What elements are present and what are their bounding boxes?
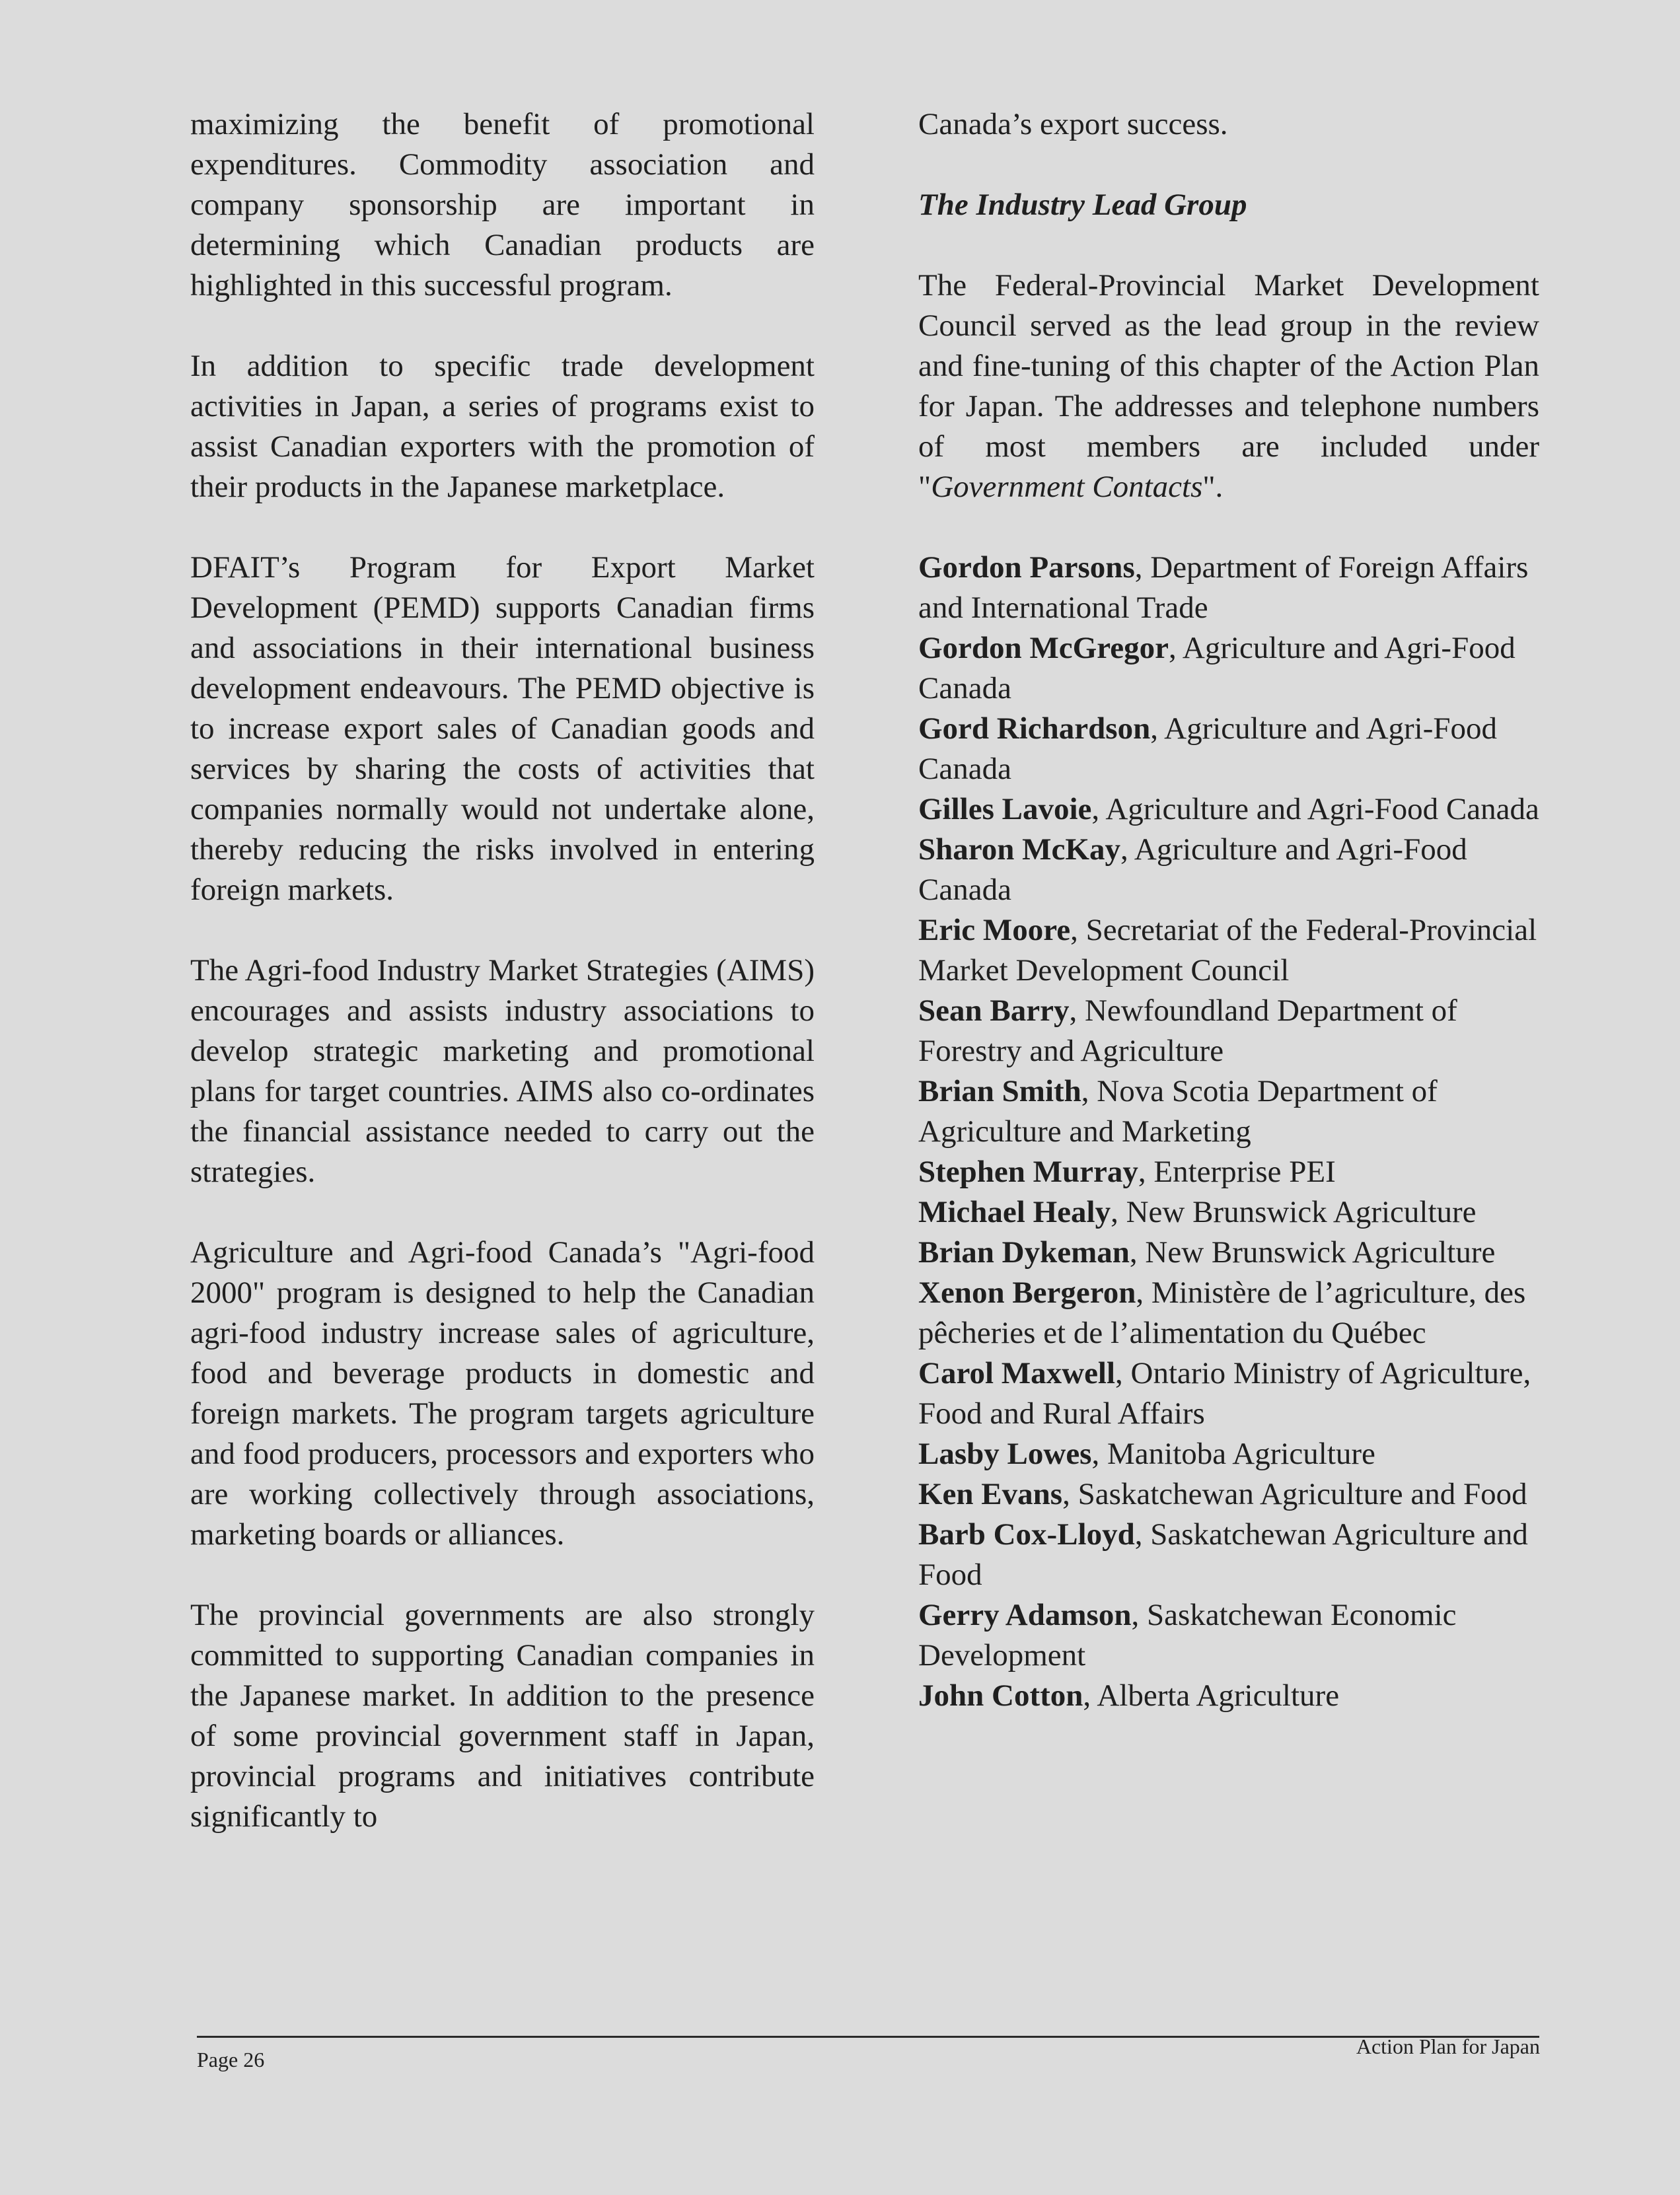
contact-org: , Manitoba Agriculture	[1091, 1437, 1375, 1471]
paragraph: Agriculture and Agri-food Canada’s "Agri-food 2000" program is designed to help the Canadian agri-food industry increase sales of agriculture, food and beverage products in domestic and foreign markets. The program targets agriculture and food producers, processors and exporters who are working collectively through associations, marketing boards or alliances.	[190, 1235, 815, 1552]
contact-item	[918, 1595, 1539, 1676]
right-column	[918, 104, 1539, 1716]
paragraph: The Agri-food Industry Market Strategies (AIMS) encourages and assists industry associations to develop strategic marketing and promotional plans for target countries. AIMS also co-ordinates the financial assistance needed to carry out the strategies.	[190, 953, 815, 1189]
contact-name: Stephen Murray	[918, 1155, 1138, 1189]
contact-name: Gerry Adamson	[918, 1598, 1132, 1632]
contact-item	[918, 1192, 1539, 1233]
intro-italic: Government Contacts	[931, 470, 1203, 504]
contact-org: , Secretariat of the Federal-Provincial Market Development Council	[918, 913, 1537, 988]
contact-name: Xenon Bergeron	[918, 1276, 1136, 1310]
contact-item	[918, 1152, 1539, 1192]
footer-divider	[197, 2036, 1539, 2038]
contact-item	[918, 830, 1539, 910]
contact-item	[918, 789, 1539, 830]
contact-name: John Cotton	[918, 1678, 1083, 1713]
contact-org: , Saskatchewan Economic Development	[918, 1598, 1457, 1673]
contact-name: Eric Moore	[918, 913, 1071, 947]
contact-list	[918, 548, 1539, 1716]
contact-name: Carol Maxwell	[918, 1356, 1116, 1390]
contact-item	[918, 709, 1539, 789]
contact-org: , Agriculture and Agri-Food Canada	[918, 711, 1498, 786]
contact-name: Michael Healy	[918, 1195, 1111, 1229]
paragraph: The provincial governments are also strongly committed to supporting Canadian companies in the Japanese market. In addition to the presence of some provincial government staff in Japan, provincial programs and initiatives contribute significantly to	[190, 1598, 815, 1834]
intro-text-end: ".	[1202, 470, 1223, 504]
contact-org: , Ontario Ministry of Agriculture, Food and Rural Affairs	[918, 1356, 1531, 1431]
contact-name: Sean Barry	[918, 993, 1070, 1028]
contact-org: , New Brunswick Agriculture	[1129, 1235, 1496, 1270]
section-heading: The Industry Lead Group	[918, 188, 1247, 222]
contact-item	[918, 991, 1539, 1071]
contact-name: Gilles Lavoie	[918, 792, 1092, 826]
contact-org: , Agriculture and Agri-Food Canada	[918, 631, 1516, 705]
contact-item	[918, 1434, 1539, 1474]
contact-item	[918, 548, 1539, 628]
contact-org: , Nova Scotia Department of Agriculture and Marketing	[918, 1074, 1438, 1149]
contact-item	[918, 1676, 1539, 1716]
contact-org: , Newfoundland Department of Forestry and Agriculture	[918, 993, 1457, 1068]
left-column	[190, 104, 815, 1877]
contact-item	[918, 1474, 1539, 1515]
contact-item	[918, 1273, 1539, 1353]
contact-org: , Agriculture and Agri-Food Canada	[918, 832, 1467, 907]
contact-org: , Alberta Agriculture	[1083, 1678, 1340, 1713]
contact-name: Lasby Lowes	[918, 1437, 1092, 1471]
page-number: Page 26	[197, 2048, 265, 2071]
document-title: Action Plan for Japan	[1356, 2034, 1540, 2058]
paragraph: In addition to specific trade development activities in Japan, a series of programs exist to assist Canadian exporters with the promotion of their products in the Japanese marketplace.	[190, 349, 815, 504]
contact-org: , Saskatchewan Agriculture and Food	[918, 1517, 1528, 1592]
intro-text: The Federal-Provincial Market Development Council served as the lead group in the review and fine-tuning of this chapter of the Action Plan for Japan. The addresses and telephone numbers of most members are included under "	[918, 268, 1539, 504]
contact-name: Sharon McKay	[918, 832, 1120, 867]
contact-item	[918, 1233, 1539, 1273]
contact-name: Ken Evans	[918, 1477, 1063, 1511]
lead-group-intro	[918, 266, 1539, 507]
contact-name: Barb Cox-Lloyd	[918, 1517, 1135, 1552]
paragraph: DFAIT’s Program for Export Market Development (PEMD) supports Canadian firms and associations in their international business development endeavours. The PEMD objective is to increase export sales of Canadian goods and services by sharing the costs of activities that companies normally would not undertake alone, thereby reducing the risks involved in entering foreign markets.	[190, 550, 815, 907]
continuation-text: Canada’s export success.	[918, 107, 1228, 141]
contact-org: , Agriculture and Agri-Food Canada	[1091, 792, 1539, 826]
contact-org: , Saskatchewan Agriculture and Food	[1062, 1477, 1527, 1511]
contact-name: Gord Richardson	[918, 711, 1151, 746]
paragraph: maximizing the benefit of promotional expenditures. Commodity association and company sponsorship are important in determining which Canadian products are highlighted in this successful program.	[190, 107, 815, 303]
contact-org: , Department of Foreign Affairs and International Trade	[918, 550, 1529, 625]
contact-item	[918, 910, 1539, 991]
contact-org: , Enterprise PEI	[1138, 1155, 1336, 1189]
contact-item	[918, 1515, 1539, 1595]
contact-item	[918, 1353, 1539, 1434]
contact-name: Brian Smith	[918, 1074, 1081, 1108]
contact-name: Gordon Parsons	[918, 550, 1135, 585]
contact-org: , Ministère de l’agriculture, des pêcheries et de l’alimentation du Québec	[918, 1276, 1526, 1350]
contact-item	[918, 628, 1539, 709]
contact-org: , New Brunswick Agriculture	[1111, 1195, 1477, 1229]
contact-name: Brian Dykeman	[918, 1235, 1130, 1270]
contact-item	[918, 1071, 1539, 1152]
contact-name: Gordon McGregor	[918, 631, 1169, 665]
